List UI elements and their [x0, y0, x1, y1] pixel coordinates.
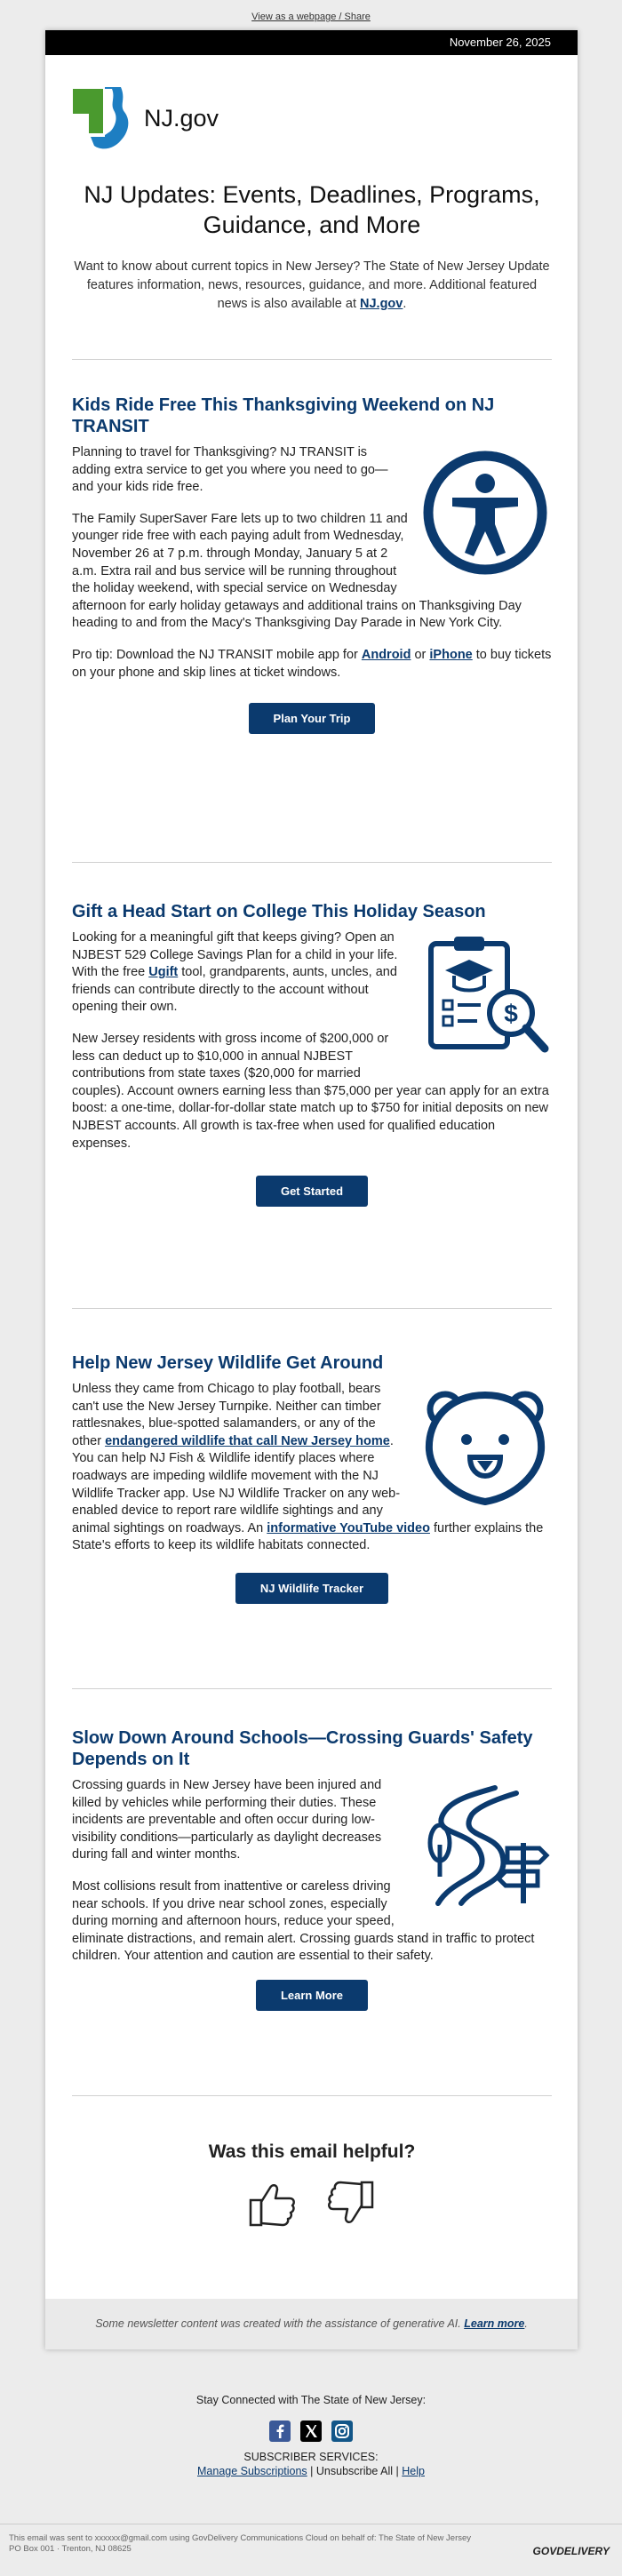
tip-text: or	[411, 647, 430, 662]
endangered-wildlife-link[interactable]: endangered wildlife that call New Jersey home	[105, 1433, 390, 1448]
divider	[72, 2095, 552, 2096]
feedback-title: Was this email helpful?	[208, 2141, 416, 2162]
nj-gov-link[interactable]: NJ.gov	[360, 297, 403, 311]
manage-subscriptions-link[interactable]: Manage Subscriptions	[197, 2465, 307, 2477]
facebook-icon[interactable]	[269, 2420, 291, 2442]
tip-text: to buy tickets on your phone and skip lines at ticket windows.	[72, 647, 552, 680]
get-started-button[interactable]: Get Started	[256, 1176, 368, 1207]
mailing-address: PO Box 001 · Trenton, NJ 08625	[9, 2544, 132, 2554]
wildlife-tracker-button[interactable]: NJ Wildlife Tracker	[235, 1573, 388, 1604]
newsletter-card	[45, 30, 578, 2349]
section-paragraph: Most collisions result from inattentive or careless driving near schools. If you drive near school zones, especially during morning and afternoon hours, reduce your speed, eliminate distractions, and remain alert. Crossing guards stand in traffic to protect children. Your attention and caution are essential to their safety.	[72, 1878, 535, 1964]
issue-date: November 26, 2025	[449, 36, 551, 49]
ai-disclaimer	[45, 2299, 578, 2349]
tip-text: Pro tip: Download the NJ TRANSIT mobile app for	[72, 647, 362, 662]
sent-to-text: This email was sent to xxxxxx@gmail.com using GovDelivery Communications Cloud on behalf of: The State of New Jersey	[9, 2533, 472, 2543]
section-title: Gift a Head Start on College This Holiday Season	[72, 902, 486, 921]
android-link[interactable]: Android	[361, 647, 411, 662]
divider	[72, 359, 552, 360]
ugift-link[interactable]: Ugift	[148, 965, 179, 980]
body-text: tool, grandparents, aunts, uncles, and friends can contribute directly to the account without opening their own.	[72, 965, 397, 1015]
button-row	[72, 1176, 552, 1207]
section-paragraph: Crossing guards in New Jersey have been injured and killed by vehicles while performing their duties. These incidents are preventable and often occur during low-visibility conditions—particularly as daylight decreases during fall and winter months.	[72, 1778, 382, 1862]
section-nj-transit	[72, 395, 552, 734]
x-icon[interactable]	[300, 2420, 322, 2442]
logo-text: NJ.gov	[144, 104, 219, 132]
svg-text:$: $	[504, 1000, 518, 1027]
section-paragraph: The Family SuperSaver Fare lets up to two children 11 and younger ride free with each paying adult from Wednesday, November 26 at 7 p.m. through Monday, January 5 at 2 a.m. Extra rail and bus service will be running throughout the holiday weekend, with special service on Wednesday afternoon for early holiday getaways and additional trains on Thanksgiving Day heading to and from the Macy's Thanksgiving Day Parade in New York City.	[72, 511, 522, 631]
thumbs-down-icon[interactable]	[326, 2179, 376, 2233]
winding-road-sign-icon	[419, 1779, 552, 1912]
subscriber-links	[0, 2465, 622, 2477]
intro-paragraph	[72, 258, 552, 314]
body-text: Looking for a meaningful gift that keeps giving? Open an NJBEST 529 College Savings Plan for a child in your life. With the free	[72, 930, 398, 980]
button-row	[72, 703, 552, 734]
divider	[72, 1308, 552, 1309]
section-wildlife	[72, 1352, 552, 1604]
intro-text: Want to know about current topics in New Jersey? The State of New Jersey Update features information, news, resources, guidance, and more. Additional featured news is also available at	[74, 259, 550, 311]
body-text: . You can help NJ Fish & Wildlife identify places where roadways are impeding wildlife movement with the NJ Wildlife Tracker app. Use NJ Wildlife Tracker on any web-enabled device to report rare wildlife sightings and any animal sightings on roadways. An	[72, 1433, 401, 1535]
iphone-link[interactable]: iPhone	[429, 647, 473, 662]
clipboard-graduation-icon	[419, 931, 552, 1065]
top-bar	[0, 0, 622, 30]
separator: |	[395, 2465, 399, 2477]
page-title: NJ Updates: Events, Deadlines, Programs, Guidance, and More	[84, 181, 540, 238]
legal-footer	[0, 2524, 622, 2555]
view-as-webpage-link[interactable]: View as a webpage / Share	[251, 12, 371, 22]
nj-logo-icon	[69, 84, 135, 153]
section-title: Kids Ride Free This Thanksgiving Weekend on NJ TRANSIT	[72, 395, 495, 436]
ai-learn-more-link[interactable]: Learn more	[464, 2317, 525, 2330]
intro-end: .	[403, 297, 407, 311]
button-row	[72, 1980, 552, 2011]
body-text: further explains the State's efforts to keep its wildlife habitats connected.	[72, 1520, 544, 1553]
thumbs-up-icon[interactable]	[247, 2179, 297, 2233]
accessibility-person-icon	[419, 446, 552, 579]
unsubscribe-all-link[interactable]: Unsubscribe All	[315, 2465, 394, 2477]
bear-icon	[419, 1383, 552, 1507]
divider	[72, 1688, 552, 1689]
separator: |	[310, 2465, 314, 2477]
button-row	[72, 1573, 552, 1604]
section-title: Slow Down Around Schools—Crossing Guards' Safety Depends on It	[72, 1728, 533, 1769]
instagram-icon[interactable]	[331, 2420, 353, 2442]
section-paragraph: Planning to travel for Thanksgiving? NJ TRANSIT is adding extra service to get you where you need to go—and your kids ride free.	[72, 445, 388, 495]
section-college-savings	[72, 901, 552, 1207]
govdelivery-logo: GOVDELIVERY	[532, 2545, 610, 2557]
subscriber-services-label: SUBSCRIBER SERVICES:	[243, 2451, 379, 2463]
section-paragraph: New Jersey residents with gross income of $200,000 or less can deduct up to $10,000 in annual NJBEST contributions from state taxes ($20,000 for married couples). Account owners earning less than $75,000 per year can apply for an extra boost: a one-time, dollar-for-dollar state match up to $750 for initial deposits on new NJBEST accounts. All growth is tax-free when used for qualified education expenses.	[72, 1031, 549, 1151]
feedback-buttons	[45, 2179, 578, 2233]
divider	[72, 862, 552, 863]
ai-note-end: .	[524, 2317, 528, 2330]
learn-more-button[interactable]: Learn More	[256, 1980, 368, 2011]
section-title: Help New Jersey Wildlife Get Around	[72, 1353, 384, 1373]
social-icons	[0, 2420, 622, 2442]
help-link[interactable]: Help	[402, 2465, 425, 2477]
date-bar	[45, 30, 578, 55]
youtube-video-link[interactable]: informative YouTube video	[267, 1520, 430, 1535]
footer	[0, 2349, 622, 2477]
logo[interactable]	[69, 83, 219, 154]
ai-note-text: Some newsletter content was created with the assistance of generative AI.	[95, 2317, 465, 2330]
section-paragraph	[72, 647, 552, 682]
plan-your-trip-button[interactable]: Plan Your Trip	[249, 703, 376, 734]
section-crossing-guards	[72, 1727, 552, 2011]
body-text: Unless they came from Chicago to play football, bears can't use the New Jersey Turnpike. Neither can timber rattlesnakes, blue-spotted salamanders, or any of the other	[72, 1382, 381, 1448]
stay-connected-text: Stay Connected with The State of New Jersey:	[195, 2394, 427, 2406]
